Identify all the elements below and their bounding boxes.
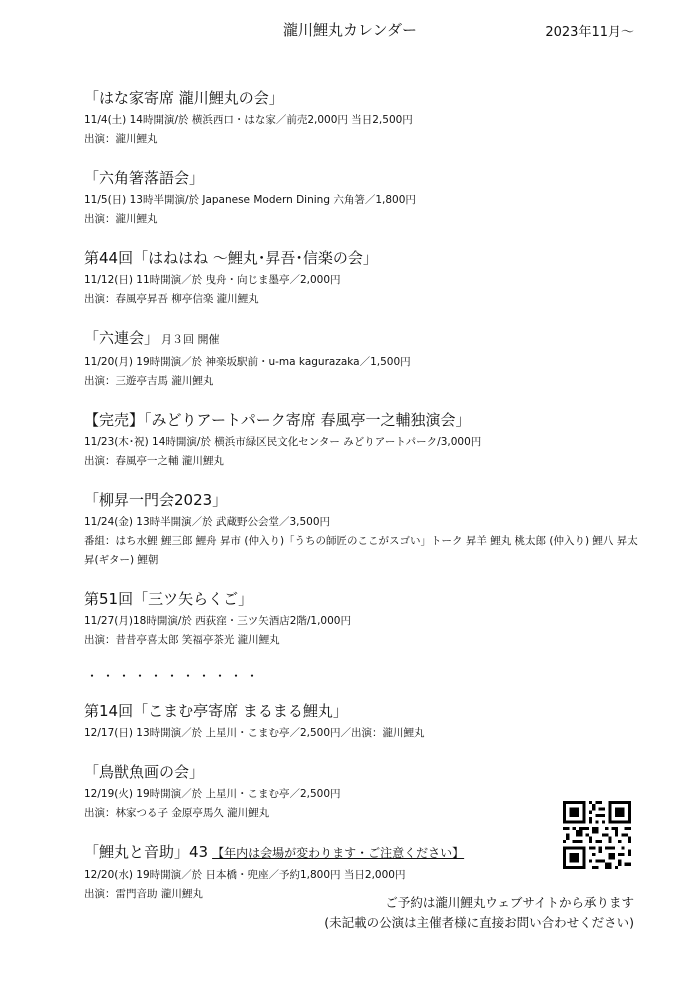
- event-title: 「鯉丸と音助」43: [84, 843, 209, 861]
- event-detail: 11/27(月)18時開演/於 西荻窪・三ツ矢酒店2階/1,000円: [84, 615, 351, 627]
- event-item: [84, 762, 644, 823]
- event-detail: 12/17(日) 13時開演／於 上星川・こまむ亭／2,500円／出演：瀧川鯉丸: [84, 727, 425, 739]
- event-list: [84, 88, 644, 923]
- event-detail: 12/19(火) 19時開演／於 上星川・こまむ亭／2,500円: [84, 788, 341, 800]
- event-detail: 11/23(木･祝) 14時開演/於 横浜市緑区民文化センター みどりアートパーク/3,000円: [84, 436, 482, 448]
- event-detail: 11/20(月) 19時開演／於 神楽坂駅前・u-ma kagurazaka／1,500円: [84, 356, 411, 368]
- event-cast: 出演：三遊亭吉馬 瀧川鯉丸: [84, 375, 214, 387]
- event-item: [84, 589, 644, 650]
- event-item: [84, 490, 644, 570]
- event-cast: 出演：雷門音助 瀧川鯉丸: [84, 888, 203, 900]
- event-title: 第51回「三ツ矢らくご」: [84, 590, 254, 608]
- event-cast: 出演：瀧川鯉丸: [84, 213, 158, 225]
- event-program: 番組：はち水鯉 鯉三郎 鯉舟 昇市 (仲入り)「うちの師匠のここがスゴい」トーク 昇羊 鯉丸 桃太郎 (仲入り) 鯉八 昇太 昇(ギター) 鯉朝: [84, 535, 638, 566]
- event-title: 「六角箸落語会」: [84, 169, 205, 187]
- event-detail: 11/4(土) 14時開演/於 横浜西口・はな家／前売2,000円 当日2,500円: [84, 114, 413, 126]
- event-title: 「鳥獣魚画の会」: [84, 763, 205, 781]
- separator-dots: ・・・・・・・・・・・: [86, 669, 263, 683]
- event-detail: 11/5(日) 13時半開演/於 Japanese Modern Dining 六角箸／1,800円: [84, 194, 416, 206]
- footer-note: [324, 893, 634, 933]
- event-detail: 12/20(水) 19時開演／於 日本橋・兜座／予約1,800円 当日2,000円: [84, 869, 406, 881]
- event-title: 第14回「こまむ亭寄席 まるまる鯉丸」: [84, 702, 348, 720]
- inquiry-note: (未記載の公演は主催者様に直接お問い合わせください): [324, 915, 634, 930]
- page-title: 瀧川鯉丸カレンダー: [282, 21, 418, 39]
- event-item: [84, 88, 644, 149]
- event-cast: 出演：瀧川鯉丸: [84, 133, 158, 145]
- event-title: 「はな家寄席 瀧川鯉丸の会」: [84, 89, 284, 107]
- event-cast: 出演：春風亭一之輔 瀧川鯉丸: [84, 455, 224, 467]
- event-title-row: [84, 842, 644, 863]
- event-item: [84, 701, 644, 743]
- event-title: 【完売】「みどりアートパーク寄席 春風亭一之輔独演会」: [84, 411, 471, 429]
- event-detail: 11/12(日) 11時開演／於 曳舟・向じま墨亭／2,000円: [84, 274, 341, 286]
- event-item: [84, 328, 644, 391]
- reservation-note: ご予約は瀧川鯉丸ウェブサイトから承ります: [385, 895, 634, 910]
- qr-code-icon[interactable]: [563, 801, 631, 869]
- event-frequency-note: 月３回 開催: [161, 333, 220, 346]
- event-item: [84, 168, 644, 229]
- venue-change-notice: 【年内は会場が変わります・ご注意ください】: [212, 846, 465, 860]
- event-cast: 出演：林家つる子 金原亭馬久 瀧川鯉丸: [84, 807, 270, 819]
- event-cast: 出演：春風亭昇吾 柳亭信楽 瀧川鯉丸: [84, 293, 259, 305]
- event-detail: 11/24(金) 13時半開演／於 武蔵野公会堂／3,500円: [84, 516, 331, 528]
- event-item: [84, 410, 644, 471]
- event-cast: 出演：昔昔亭喜太郎 笑福亭茶光 瀧川鯉丸: [84, 634, 280, 646]
- event-title: 「六連会」: [84, 329, 160, 347]
- event-title: 第44回「はねはね 〜鯉丸･昇吾･信楽の会」: [84, 249, 378, 267]
- page-period: 2023年11月〜: [545, 25, 634, 40]
- event-item: [84, 248, 644, 309]
- event-title-row: [84, 328, 644, 350]
- event-title: 「柳昇一門会2023」: [84, 491, 228, 509]
